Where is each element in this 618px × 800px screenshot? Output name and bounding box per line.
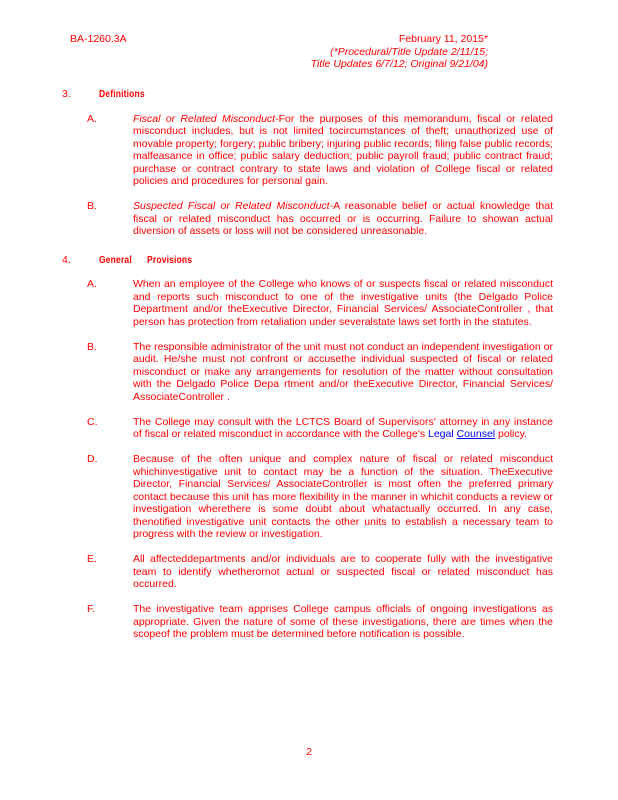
item-letter: A. (87, 112, 97, 125)
legal-counsel-link[interactable]: Counsel (456, 428, 496, 440)
section-heading (62, 88, 618, 102)
text-segment: The responsible administrator of the unit must not conduct an independent investigation or audit. He/she must not confront or accusethe individual suspected of fiscal or related misconduct or make any arrangements for resolution of the matter without consultation with the Delgado Police Depa rtment and/or theExecutive Director, Financial Services/ AssociateController . (133, 340, 553, 403)
item-paragraph (133, 113, 553, 188)
item-letter: A. (87, 278, 97, 290)
date-block (311, 33, 488, 71)
date-line: February 11, 2015* (398, 33, 488, 45)
item-letter: C. (87, 415, 98, 428)
item-paragraph (133, 416, 553, 441)
page-number: 2 (306, 746, 312, 758)
text-segment: All affecteddepartments and/or individuals are to cooperate fully with the investigative team to identify whetherornot actual or suspected fiscal or related misconduct has occurred. (133, 553, 553, 590)
policy-item (62, 341, 618, 404)
text-segment: Fiscal or Related Misconduct- (133, 112, 279, 125)
item-paragraph (133, 200, 553, 238)
item-letter: B. (87, 200, 97, 212)
sections (62, 88, 618, 641)
text-segment: Because of the often unique and complex nature of fiscal or related misconduct whichinvestigative unit to contact may be a function of the situation. TheExecutive Director, Financial Services/ AssociateController is most often the preferred primary contact because this unit has more flexibility in the manner in whichit conducts a review or investigation wherethere is some doubt about whatactually occurred. In any case, thenotified investigative unit contacts the other units to establish a necessary team to progress with the review or investigation. (133, 453, 553, 540)
text-segment: A reasonable belief or actual knowledge that fiscal or related misconduct has occurred or is occurring. Failure to showan actual diversion of assets or loss will not be considered unreasonable. (133, 200, 553, 237)
revision-note-line1: (*Procedural/Title Update 2/11/15; (330, 45, 488, 58)
section-title: General Provisions (99, 254, 193, 266)
text-segment: The investigative team apprises College campus officials of ongoing investigations as appropriate. Given the nature of some of these investigations, there are times when the scopeof the problem must be determined before notification is possible. (133, 603, 553, 640)
item-paragraph (133, 603, 553, 641)
item-letter: B. (87, 340, 97, 353)
text-segment: Suspected Fiscal or Related Misconduct- (133, 200, 334, 212)
section-heading (62, 254, 618, 268)
policy-item (62, 553, 618, 591)
item-paragraph (133, 453, 553, 541)
item-letter: D. (87, 453, 98, 465)
policy-item (62, 200, 618, 238)
revision-note-line2: Title Updates 6/7/12; Original 9/21/04) (310, 58, 488, 70)
section (62, 88, 618, 238)
item-paragraph (133, 553, 553, 591)
policy-item (62, 603, 618, 641)
document-number: BA-1260.3A (70, 33, 127, 45)
policy-item (62, 453, 618, 541)
section (62, 254, 618, 641)
policy-item (62, 278, 618, 328)
item-paragraph (133, 341, 553, 404)
item-letter: E. (87, 553, 97, 565)
text-segment: When an employee of the College who knows of or suspects fiscal or related misconduct and reports such misconduct to one of the investigative units (the Delgado Police Department and/or theExecutive Director, Financial Services/ AssociateController , that person has protection from retaliation under severalstate laws set forth in the statutes. (133, 278, 553, 328)
legal-counsel-link[interactable]: Legal (427, 428, 457, 440)
text-segment: For the purposes of this memorandum, fiscal or related misconduct includes, but is not limited tocircumstances of theft; unauthorized use of movable property; forgery; public bribery; injuring public records; filing false public records; malfeasance in office; public salary deduction; public payroll fraud; public contract fraud; purchase or contract contrary to state laws and violation of College fiscal or related policies and procedures for personal gain. (133, 112, 553, 187)
text-segment: policy. (495, 428, 528, 440)
policy-item (62, 113, 618, 188)
policy-item (62, 416, 618, 441)
item-paragraph (133, 278, 553, 328)
section-number: 3. (62, 88, 71, 100)
text-segment: The College may consult with the LCTCS Board of Supervisors' attorney in any instance of fiscal or related misconduct in accordance with the College's (133, 415, 553, 440)
item-letter: F. (87, 603, 96, 615)
section-title: Definitions (99, 89, 145, 100)
section-number: 4. (62, 253, 71, 266)
